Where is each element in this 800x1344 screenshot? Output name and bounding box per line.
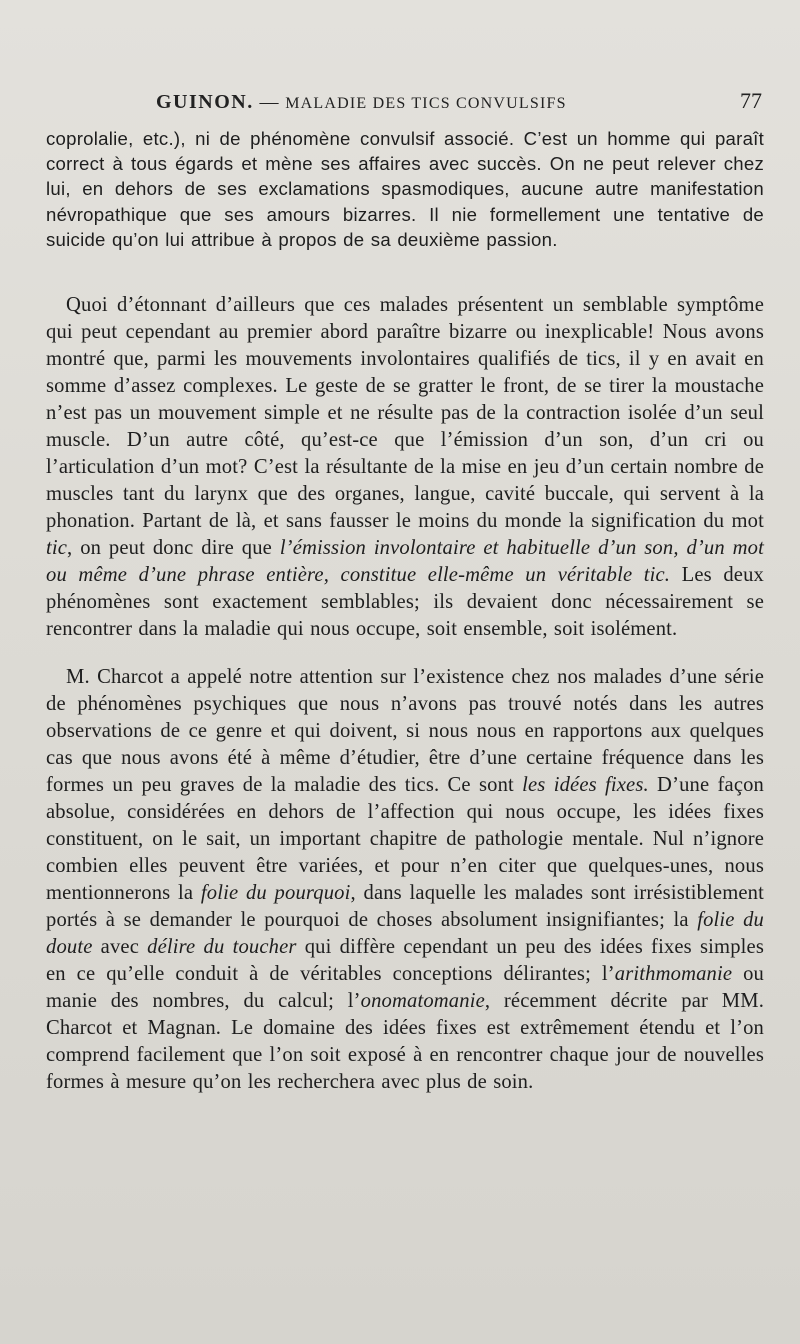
paragraph-2-text-1: Quoi d’étonnant d’ailleurs que ces malades présentent un semblable symptôme qui peut cependant au premier abord paraître bizarre ou inexplicable! Nous avons montré que, parmi les mouvements involontaires qualifiés de tics, il y en avait en somme d’assez complexes. Le geste de se gratter le front, de se tirer la moustache n’est pas un mouvement simple et ne résulte pas de la contraction isolée d’un seul muscle. D’un autre côté, qu’est-ce que l’émission d’un son, d’un cri ou l’articulation d’un mot? C’est la résultante de la mise en jeu d’un certain nombre de muscles tant du larynx que des organes, langue, cavité buccale, qui servent à la phonation. Partant de là, et sans fausser le moins du monde la signification du mot — [46, 294, 764, 533]
paragraph-2-italic-1: tic — [46, 537, 68, 560]
paragraph-3-italic-2: folie du pourquoi — [200, 881, 351, 904]
paragraph-1: coprolalie, etc.), ni de phénomène convulsif associé. C’est un homme qui paraît correct à tous égards et mène ses affaires avec succès. On ne peut relever chez lui, en dehors de ses exclamations spasmodiques, aucune autre manifestation névropathique que ses amours bizarres. Il nie formellement une tentative de suicide qu’on lui attribue à propos de sa deuxième passion. — [46, 128, 764, 250]
paragraph-3-text-1: M. Charcot a appelé notre attention sur l’existence chez nos malades d’une série de phénomènes psychiques que nous n’avons pas trouvé notés dans les autres observations de ce genre et qui doivent, si nous nous en rapportons aux quelques cas que nous avons été à même d’étudier, être d’une certaine fréquence dans les formes un peu graves de la maladie des tics. Ce sont — [46, 665, 764, 796]
paragraph-3-italic-1: les idées fixes. — [522, 773, 649, 796]
chapter-subject: MALADIE DES TICS CONVULSIFS — [285, 95, 567, 112]
paragraph-2-italic-2: l’émission involontaire et habituelle d’un son, d’un mot ou même d’une phrase entière, constitue elle-même un véritable tic. — [46, 537, 764, 587]
paragraph-3-italic-6: onomatomanie — [360, 989, 485, 1012]
paragraph-3-italic-5: arithmomanie — [614, 962, 733, 985]
paragraph-2-text-2: , on peut donc dire que — [67, 537, 280, 560]
paragraph-3-italic-4: délire du toucher — [147, 935, 297, 958]
paragraph-3-text-2: D’une façon absolue, considérées en dehors de l’affection qui nous occupe, les idées fixes constituent, on le sait, un important chapitre de pathologie mentale. Nul n’ignore combien elles peuvent être variées, et pour n’en citer que quelques-unes, nous mentionnerons la — [46, 773, 764, 904]
author-name: GUINON. — [156, 91, 254, 113]
paragraph-3-text-4: avec — [92, 935, 148, 958]
running-title — [156, 91, 567, 114]
paragraph-3 — [46, 664, 764, 1096]
page-number: 77 — [740, 88, 762, 113]
paragraph-3-italic-3: folie du doute — [46, 908, 764, 958]
paragraph-3-text-7: , récemment décrite par MM. Charcot et Magnan. Le domaine des idées fixes est extrêmement étendu et l’on comprend facilement que l’on soit exposé à en rencontrer chaque jour de nouvelles formes à mesure qu’on les recherchera avec plus de soin. — [46, 989, 764, 1093]
paragraph-3-text-5: qui diffère cependant un peu des idées fixes simples en ce qu’elle conduit à de véritables conceptions délirantes; l’ — [46, 935, 764, 985]
paragraph-3-text-3: , dans laquelle les malades sont irrésistiblement portés à se demander le pourquoi de choses absolument insignifiantes; la — [46, 881, 764, 931]
paragraph-2 — [46, 292, 764, 643]
title-dash: — — [253, 92, 286, 113]
paragraph-2-text-3: Les deux phénomènes sont exactement semblables; ils devaient donc nécessairement se rencontrer dans la maladie qui nous occupe, soit ensemble, soit isolément. — [46, 564, 764, 641]
running-header — [156, 88, 762, 114]
paragraph-3-text-6: ou manie des nombres, du calcul; l’ — [46, 962, 764, 1012]
